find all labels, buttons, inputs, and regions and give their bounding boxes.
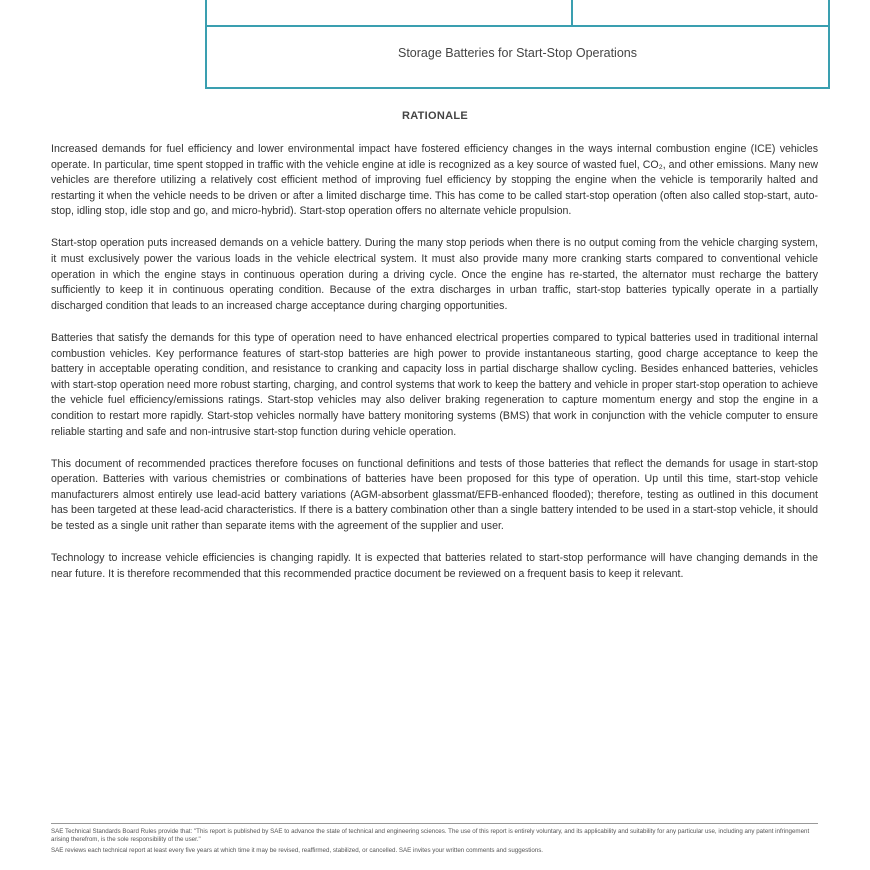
paragraph: Batteries that satisfy the demands for this type of operation need to have enhanced electrical properties compared to typical batteries used in traditional internal combustion vehicles. Key performance features of start-stop batteries are high power to provide instantaneous starting, good charge acceptance to keep the battery in acceptable operating condition, and resistance to cranking and capacity loss in partial discharge shallow cycling. Besides enhanced batteries, vehicles with start-stop operation need more robust starting, charging, and control systems that work to keep the battery and vehicle in proper start-stop operation to achieve the vehicle fuel efficiency/emissions ratings. Start-stop vehicles may also deliver braking regeneration to capture momentum energy and stop the engine in a condition to restart more rapidly. Start-stop vehicles normally have battery monitoring systems (BMS) that work in conjunction with the vehicle computer to ensure reliable starting and safe and non-intrusive start-stop function during vehicle operation. bbox=[51, 331, 818, 438]
rationale-body bbox=[51, 142, 818, 599]
paragraph: This document of recommended practices therefore focuses on functional definitions and tests of those batteries that reflect the demands for usage in start-stop operation. Batteries with various chemistries or combinations of batteries have been proposed for this type of operation. Up until this time, start-stop vehicle manufacturers almost entirely use lead-acid battery variations (AGM-absorbent glassmat/EFB-enhanced flooded); therefore, testing as outlined in this document has been targeted at these lead-acid characteristics. If there is a battery combination other than a single battery intended to be used in a start-stop vehicle, it should be tested as a single unit rather than separate items with the agreement of the supplier and user. bbox=[51, 457, 818, 532]
paragraph: Start-stop operation puts increased demands on a vehicle battery. During the many stop periods when there is no output coming from the vehicle charging system, it must exclusively power the various loads in the vehicle electrical system. It must also provide many more cranking starts compared to conventional vehicle operation in which the engine stays in continuous operation during a driving cycle. Once the engine has re-started, the alternator must recharge the battery sufficiently to keep it in continuous operating condition. Because of the extra discharges in urban traffic, start-stop batteries typically operate in a partially discharged condition that leads to an increased charge acceptance during charging opportunities. bbox=[51, 237, 818, 312]
footnote: SAE Technical Standards Board Rules provide that: "This report is published by SAE to advance the state of technical and engineering sciences. The use of this report is entirely voluntary, and its applicability and suitability for any particular use, including any patent infringement arising therefrom, is the sole responsibility of the user." bbox=[51, 828, 810, 843]
footnote: SAE reviews each technical report at least every five years at which time it may be revised, reaffirmed, stabilized, or cancelled. SAE invites your written comments and suggestions. bbox=[51, 847, 544, 854]
paragraph: Increased demands for fuel efficiency and lower environmental impact have fostered efficiency changes in the ways internal combustion engine (ICE) vehicles operate. In particular, time spent stopped in traffic with the vehicle engine at idle is recognized as a key source of wasted fuel, CO₂, and other emissions. Many new vehicles are therefore utilizing a relatively cost efficient method of improving fuel efficiency by stopping the engine when the vehicle is temporarily halted and restarting it when the vehicle needs to be driven or after a limited discharge time. This has come to be called start-stop operation (often also called stop-start, auto-stop, idling stop, idle stop and go, and micro-hybrid). Start-stop operation offers no alternate vehicle propulsion. bbox=[51, 143, 818, 218]
footnote-block bbox=[51, 823, 818, 858]
document-title: Storage Batteries for Start-Stop Operations bbox=[397, 46, 637, 60]
header-top-row bbox=[207, 0, 828, 27]
section-heading: RATIONALE bbox=[401, 110, 469, 122]
document-header-box bbox=[205, 0, 830, 89]
paragraph: Technology to increase vehicle efficiencies is changing rapidly. It is expected that batteries related to start-stop performance will have changing demands in the near future. It is therefore recommended that this recommended practice document be reviewed on a frequent basis to keep it relevant. bbox=[51, 552, 818, 580]
header-cell-divider bbox=[571, 0, 573, 25]
